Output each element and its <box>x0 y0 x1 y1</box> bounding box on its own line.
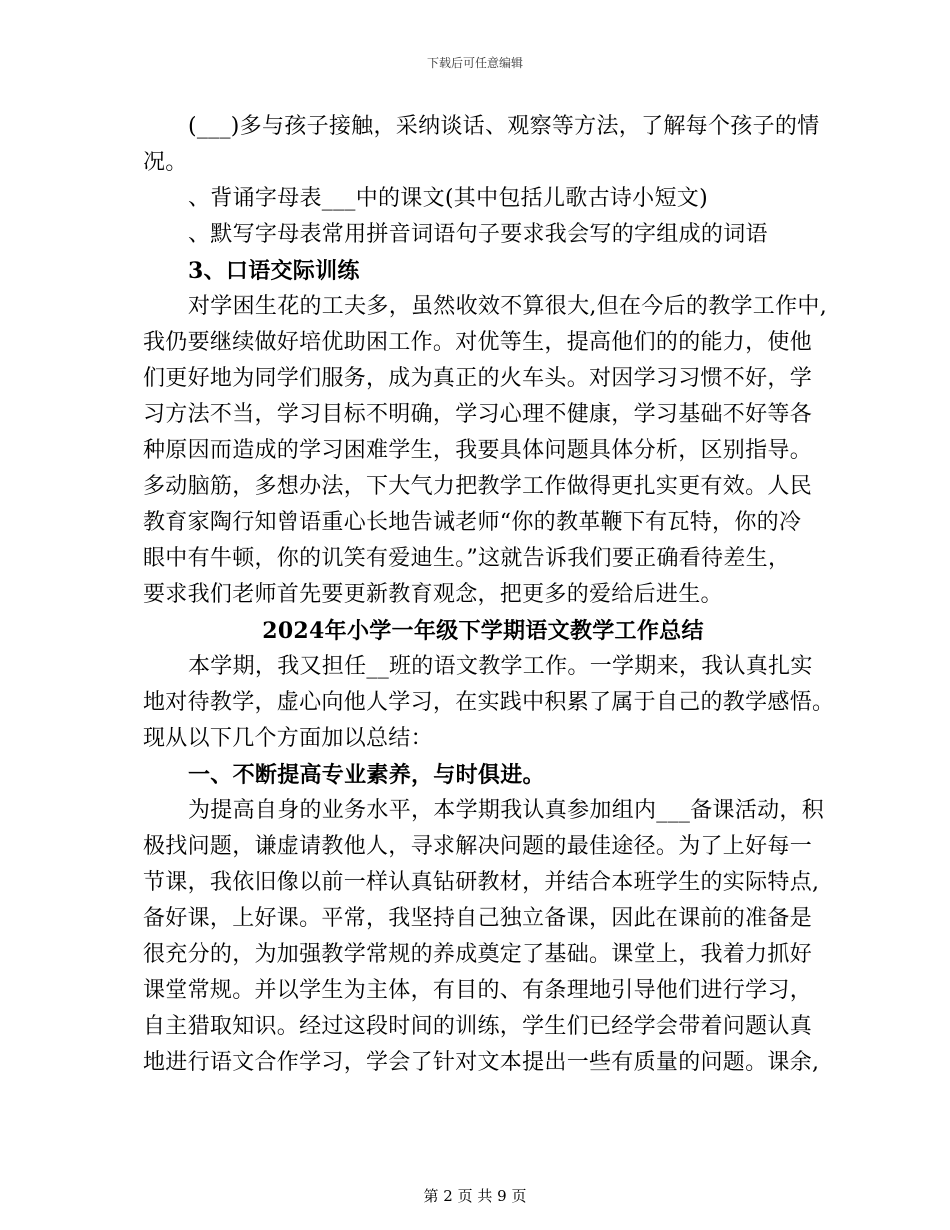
text-line: 教育家陶行知曾语重心长地告诫老师“你的教革鞭下有瓦特，你的冷 <box>143 510 802 535</box>
text-line: 极找问题，谦虚请教他人，寻求解决问题的最佳途径。为了上好每一 <box>143 834 813 859</box>
text-line: 很充分的，为加强教学常规的养成奠定了基础。课堂上，我着力抓好 <box>143 942 813 967</box>
document-title: 2024年小学一年级下学期语文教学工作总结 <box>262 618 704 644</box>
text-line: 们更好地为同学们服务，成为真正的火车头。对因学习习惯不好，学 <box>143 366 813 391</box>
section-heading: 3、口语交际训练 <box>188 258 360 284</box>
text-line: 况。 <box>143 150 188 175</box>
text-line: 习方法不当，学习目标不明确，学习心理不健康，学习基础不好等各 <box>143 402 813 427</box>
text-line: 种原因而造成的学习困难学生，我要具体问题具体分析，区别指导。 <box>143 438 813 463</box>
text-line: 、默写字母表常用拼音词语句子要求我会写的字组成的词语 <box>188 222 768 247</box>
text-line: (___)多与孩子接触，采纳谈话、观察等方法，了解每个孩子的情 <box>188 114 820 139</box>
text-line: 为提高自身的业务水平，本学期我认真参加组内___备课活动，积 <box>188 798 825 823</box>
section-heading: 一、不断提高专业素养，与时俱进。 <box>188 762 545 788</box>
text-line: 地进行语文合作学习，学会了针对文本提出一些有质量的问题。课余, <box>143 1050 820 1075</box>
document-body <box>143 109 835 1081</box>
text-line: 现从以下几个方面加以总结： <box>143 726 433 751</box>
text-line: 自主猎取知识。经过这段时间的训练，学生们已经学会带着问题认真 <box>143 1014 813 1039</box>
text-line: 本学期，我又担任__班的语文教学工作。一学期来，我认真扎实 <box>188 654 813 679</box>
text-line: 节课，我依旧像以前一样认真钻研教材，并结合本班学生的实际特点, <box>143 870 820 895</box>
text-line: 眼中有牛顿，你的讥笑有爱迪生。”这就告诉我们要正确看待差生， <box>143 546 791 571</box>
text-line: 地对待教学，虚心向他人学习，在实践中积累了属于自己的教学感悟。 <box>143 690 835 715</box>
text-line: 、背诵字母表___中的课文(其中包括儿歌古诗小短文) <box>188 186 708 211</box>
text-line: 备好课，上好课。平常，我坚持自己独立备课，因此在课前的准备是 <box>143 906 813 931</box>
text-line: 课堂常规。并以学生为主体，有目的、有条理地引导他们进行学习， <box>143 978 813 1003</box>
page-header: 下载后可任意编辑 <box>426 56 523 70</box>
page-number: 第 2 页 共 9 页 <box>423 1187 527 1205</box>
text-line: 我仍要继续做好培优助困工作。对优等生，提高他们的的能力，使他 <box>143 330 813 355</box>
text-line: 多动脑筋，多想办法，下大气力把教学工作做得更扎实更有效。人民 <box>143 474 813 499</box>
text-line: 对学困生花的工夫多，虽然收效不算很大,但在今后的教学工作中, <box>188 294 827 319</box>
text-line: 要求我们老师首先要更新教育观念，把更多的爱给后进生。 <box>143 582 723 607</box>
